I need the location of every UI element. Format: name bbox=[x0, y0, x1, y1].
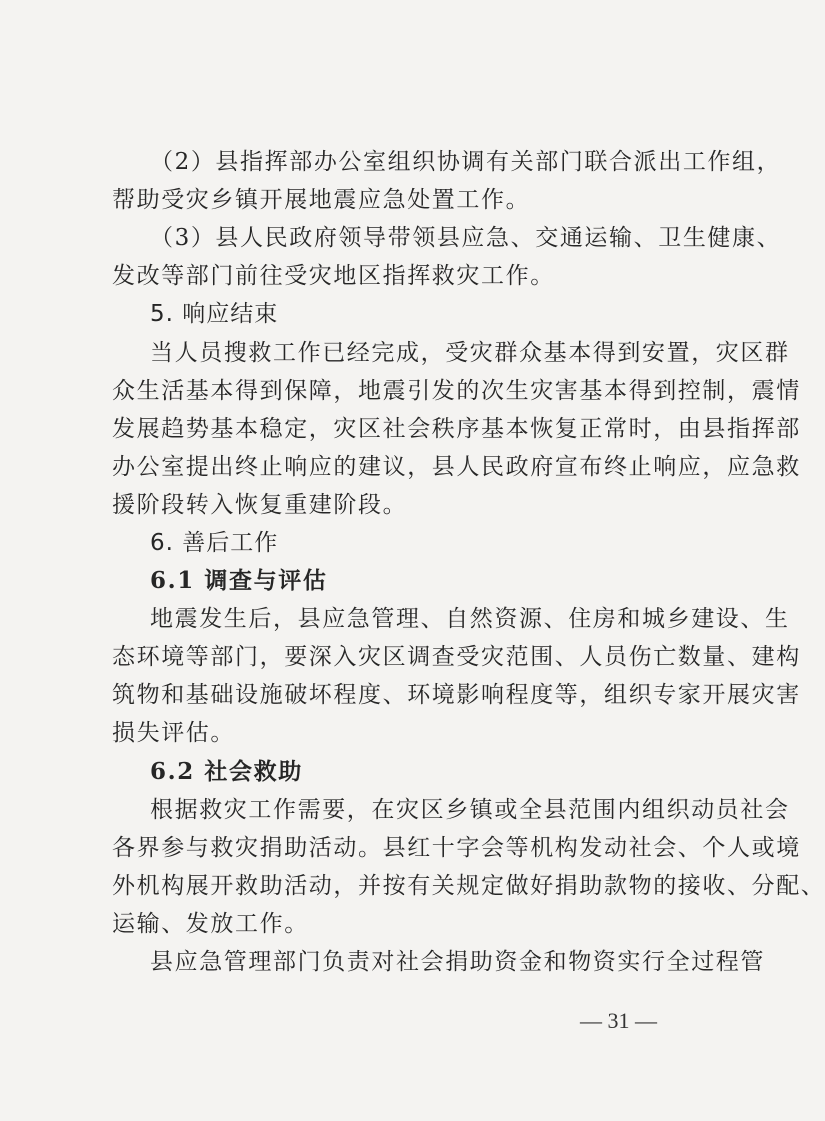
paragraph-line: （2）县指挥部办公室组织协调有关部门联合派出工作组， bbox=[150, 149, 782, 175]
paragraph-line: 众生活基本得到保障，地震引发的次生灾害基本得到控制，震情 bbox=[112, 378, 801, 404]
paragraph-line: 当人员搜救工作已经完成，受灾群众基本得到安置，灾区群 bbox=[150, 340, 790, 366]
paragraph-line: 态环境等部门，要深入灾区调查受灾范围、人员伤亡数量、建构 bbox=[112, 644, 801, 670]
paragraph-line: 办公室提出终止响应的建议，县人民政府宣布终止响应，应急救 bbox=[112, 454, 801, 480]
subsection-heading: 6.2 社会救助 bbox=[150, 758, 303, 785]
paragraph-line: 外机构展开救助活动，并按有关规定做好捐助款物的接收、分配、 bbox=[112, 873, 825, 899]
paragraph-line: 筑物和基础设施破坏程度、环境影响程度等，组织专家开展灾害 bbox=[112, 682, 801, 708]
subsection-heading: 6.1 调查与评估 bbox=[150, 567, 328, 594]
paragraph-line: 根据救灾工作需要，在灾区乡镇或全县范围内组织动员社会 bbox=[150, 797, 790, 823]
paragraph-line: 发改等部门前往受灾地区指挥救灾工作。 bbox=[112, 263, 555, 289]
paragraph-line: 损失评估。 bbox=[112, 720, 235, 746]
paragraph-line: 发展趋势基本稳定，灾区社会秩序基本恢复正常时，由县指挥部 bbox=[112, 416, 801, 442]
paragraph-line: 县应急管理部门负责对社会捐助资金和物资实行全过程管 bbox=[150, 949, 765, 975]
paragraph-line: 各界参与救灾捐助活动。县红十字会等机构发动社会、个人或境 bbox=[112, 835, 801, 861]
paragraph-line: （3）县人民政府领导带领县应急、交通运输、卫生健康、 bbox=[150, 225, 782, 251]
paragraph-line: 地震发生后，县应急管理、自然资源、住房和城乡建设、生 bbox=[150, 606, 790, 632]
page-number: — 31 — bbox=[580, 1008, 657, 1033]
section-heading: 5. 响应结束 bbox=[150, 301, 279, 327]
paragraph-line: 帮助受灾乡镇开展地震应急处置工作。 bbox=[112, 187, 531, 213]
section-heading: 6. 善后工作 bbox=[150, 530, 279, 556]
paragraph-line: 援阶段转入恢复重建阶段。 bbox=[112, 492, 408, 518]
paragraph-line: 运输、发放工作。 bbox=[112, 911, 309, 937]
